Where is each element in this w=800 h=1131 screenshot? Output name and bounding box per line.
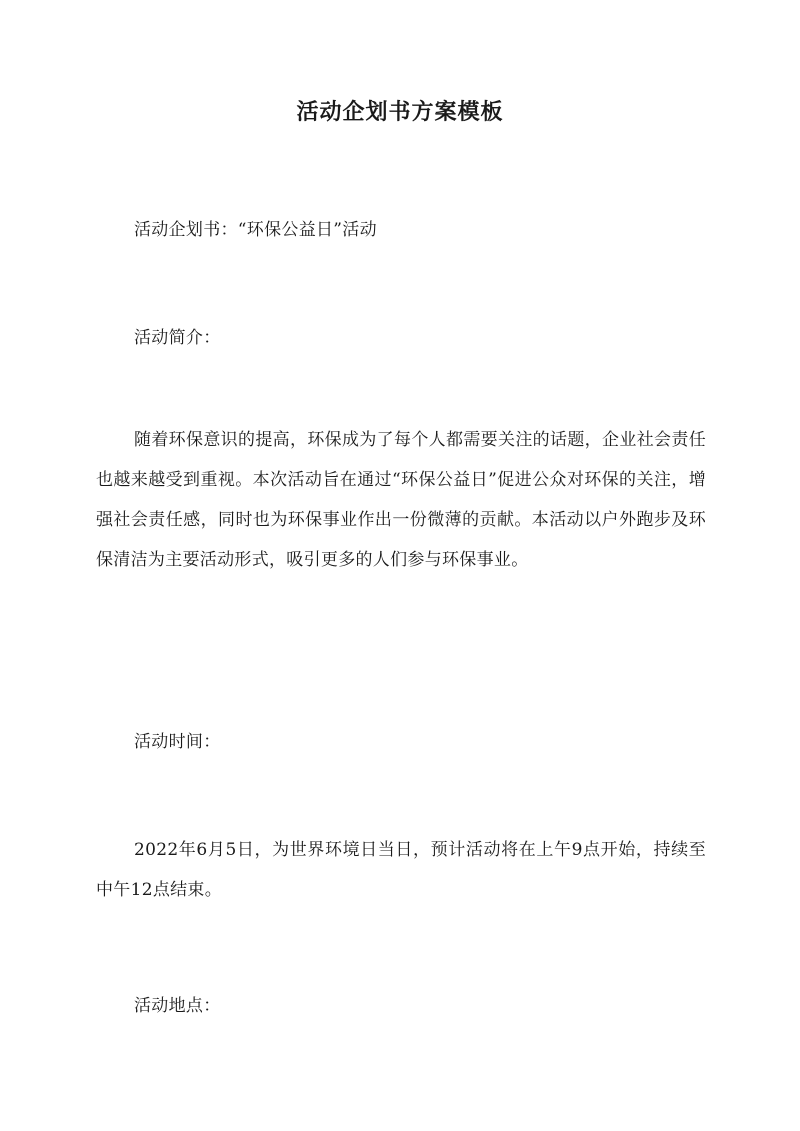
time-heading: 活动时间：: [134, 732, 221, 752]
document-title: 活动企划书方案模板: [296, 99, 504, 125]
intro-heading: 活动简介：: [134, 328, 221, 348]
place-heading: 活动地点：: [134, 996, 221, 1016]
intro-paragraph: 随着环保意识的提高，环保成为了每个人都需要关注的话题，企业社会责任也越来越受到重视。本次活动旨在通过“环保公益日”促进公众对环保的关注，增强社会责任感，同时也为环保事业作出一份微薄的贡献。本活动以户外跑步及环保清洁为主要活动形式，吸引更多的人们参与环保事业。: [96, 430, 706, 570]
activity-subject: 活动企划书：“环保公益日”活动: [134, 220, 377, 240]
time-paragraph: 2022年6月5日，为世界环境日当日，预计活动将在上午9点开始，持续至中午12点结束。: [96, 840, 706, 900]
